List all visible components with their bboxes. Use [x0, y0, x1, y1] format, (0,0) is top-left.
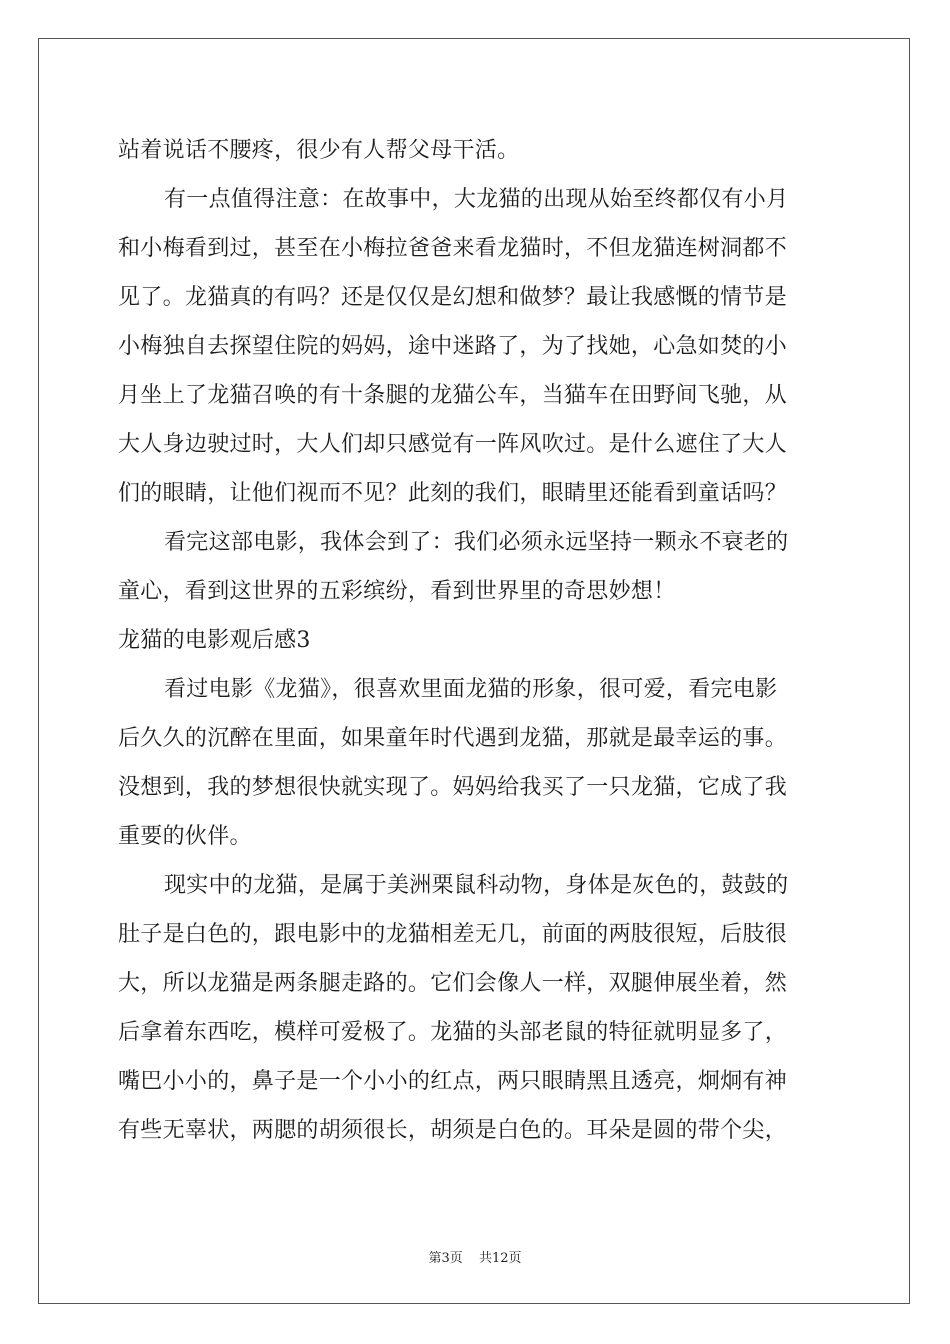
text-line: 大，所以龙猫是两条腿走路的。它们会像人一样，双腿伸展坐着，然: [118, 971, 788, 996]
page-number: 第3页: [428, 1251, 463, 1266]
page-total: 共12页: [478, 1251, 522, 1266]
text-line: 肚子是白色的，跟电影中的龙猫相差无几，前面的两肢很短，后肢很: [118, 922, 788, 947]
text-line: 重要的伙伴。: [118, 824, 252, 849]
text-line: 站着说话不腰疼，很少有人帮父母干活。: [118, 138, 520, 163]
text-line: 没想到，我的梦想很快就实现了。妈妈给我买了一只龙猫，它成了我: [118, 775, 788, 800]
text-line: 月坐上了龙猫召唤的有十条腿的龙猫公车，当猫车在田野间飞驰，从: [118, 383, 788, 408]
document-body: [118, 126, 838, 1155]
text-line: 们的眼睛，让他们视而不见？此刻的我们，眼睛里还能看到童话吗？: [118, 481, 788, 506]
text-line: 小梅独自去探望住院的妈妈，途中迷路了，为了找她，心急如焚的小: [118, 334, 788, 359]
text-line: 看过电影《龙猫》，很喜欢里面龙猫的形象，很可爱，看完电影: [164, 677, 778, 702]
text-line: 和小梅看到过，甚至在小梅拉爸爸来看龙猫时，不但龙猫连树洞都不: [118, 236, 788, 261]
text-line: 童心，看到这世界的五彩缤纷，看到世界里的奇思妙想！: [118, 579, 676, 604]
text-line: 后拿着东西吃，模样可爱极了。龙猫的头部老鼠的特征就明显多了，: [118, 1020, 788, 1045]
text-line: 有些无辜状，两腮的胡须很长，胡须是白色的。耳朵是圆的带个尖，: [118, 1118, 788, 1143]
text-line: 嘴巴小小的，鼻子是一个小小的红点，两只眼睛黑且透亮，炯炯有神: [118, 1069, 788, 1094]
text-line: 后久久的沉醉在里面，如果童年时代遇到龙猫，那就是最幸运的事。: [118, 726, 788, 751]
page-footer: [0, 1247, 950, 1266]
text-line: 有一点值得注意：在故事中，大龙猫的出现从始至终都仅有小月: [164, 187, 789, 212]
text-line: 大人身边驶过时，大人们却只感觉有一阵风吹过。是什么遮住了大人: [118, 432, 788, 457]
text-line: 现实中的龙猫，是属于美洲栗鼠科动物，身体是灰色的，鼓鼓的: [164, 873, 789, 898]
text-line: 见了。龙猫真的有吗？还是仅仅是幻想和做梦？最让我感慨的情节是: [118, 285, 788, 310]
text-line: 看完这部电影，我体会到了：我们必须永远坚持一颗永不衰老的: [164, 530, 789, 555]
section-heading: 龙猫的电影观后感3: [118, 628, 311, 653]
